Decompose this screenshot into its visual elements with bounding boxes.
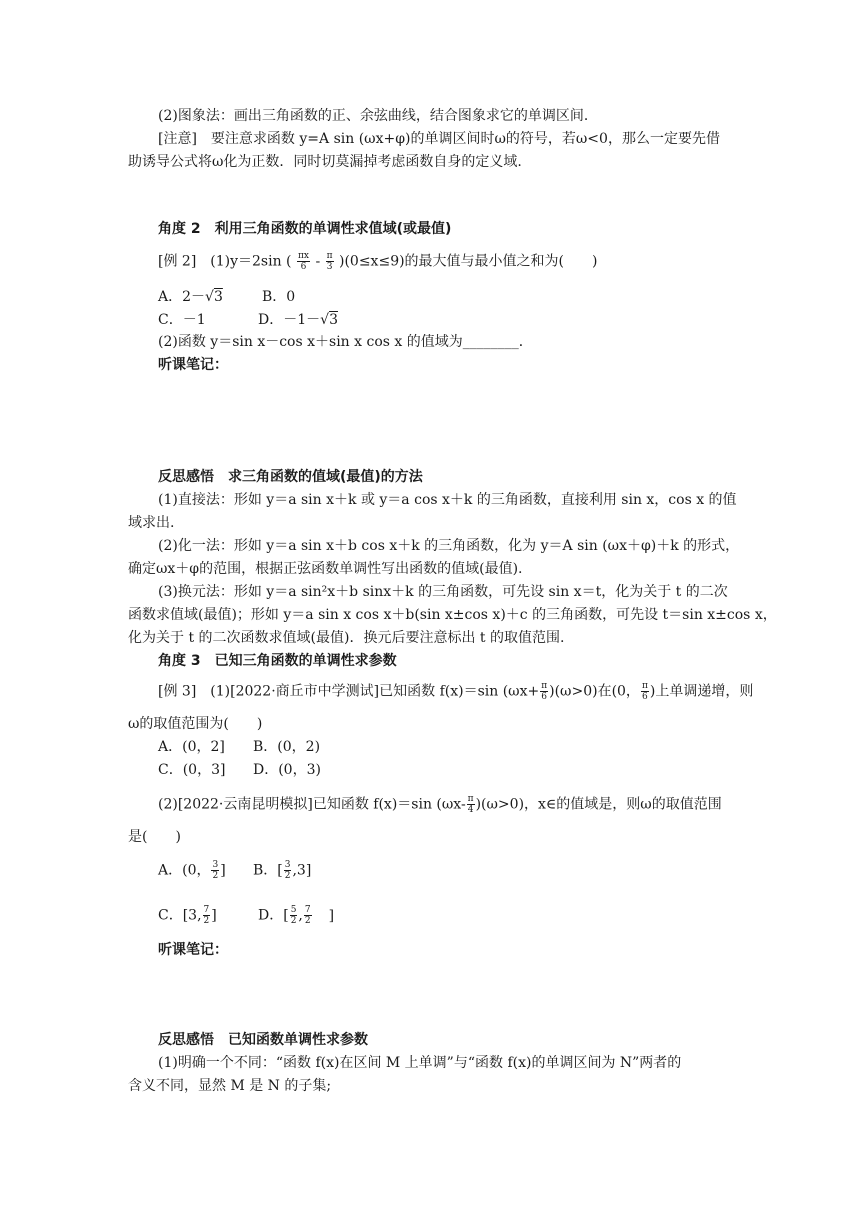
fraction (297, 251, 310, 272)
question-text: )上单调递增，则 (649, 683, 754, 700)
fraction-denominator: 2 (304, 916, 311, 926)
fraction (641, 681, 649, 702)
example-3-question-1 (158, 681, 753, 702)
option-a (158, 860, 226, 881)
example-2-question-1 (158, 251, 597, 272)
notes-label: 听课笔记： (158, 357, 228, 373)
option-label: D．[ (258, 907, 289, 924)
text-line: (1)直接法：形如 y＝a sin x＋k 或 y＝a cos x＋k 的三角函数，直接利用 sin x，cos x 的值 (158, 492, 737, 508)
minus-sign: - (315, 253, 321, 270)
question-text: [例 2] (1)y＝2sin ( (158, 253, 292, 270)
fraction-numerator: 3 (212, 860, 219, 870)
radicand: 3 (213, 289, 223, 305)
fraction-numerator: π (541, 681, 548, 691)
option-c (158, 905, 217, 926)
text-line: 化为关于 t 的二次函数求值域(最值)．换元后要注意标出 t 的取值范围. (128, 630, 565, 646)
section-heading: 角度 3 已知三角函数的单调性求参数 (158, 653, 397, 669)
fraction-denominator: 2 (203, 916, 210, 926)
fraction-numerator: 3 (284, 860, 291, 870)
fraction-numerator: π (326, 251, 333, 261)
text-line: 含义不同，显然 M 是 N 的子集; (128, 1078, 332, 1094)
section-heading: 反思感悟 已知函数单调性求参数 (158, 1032, 368, 1048)
option-a: A．(0，2] (158, 739, 225, 755)
note-line: [注意] 要注意求函数 y=A sin (ωx+φ)的单调区间时ω的符号，若ω<0，那么一定要先借 (158, 131, 720, 147)
option-text: ] (328, 907, 335, 924)
text-line: 助诱导公式将ω化为正数．同时切莫漏掉考虑函数自身的定义域. (128, 154, 522, 170)
fraction-numerator: 7 (203, 905, 210, 915)
text-line: ω的取值范围为( ) (128, 716, 263, 732)
text-line: 确定ωx＋φ的范围，根据正弦函数单调性写出函数的值域(最值). (128, 561, 523, 577)
option-text: ] (220, 862, 226, 879)
text-line: (1)明确一个不同：“函数 f(x)在区间 M 上单调”与“函数 f(x)的单调区间为 N”两者的 (158, 1055, 682, 1071)
option-c: C．(0，3] (158, 762, 226, 778)
fraction (540, 681, 548, 702)
option-d: D．(0，3) (253, 762, 321, 778)
question-text: [例 3] (1)[2022·商丘市中学测试]已知函数 f(x)＝sin (ωx+ (158, 683, 540, 700)
fraction (284, 860, 292, 881)
fraction-denominator: 6 (300, 262, 307, 272)
sqrt-icon: √ (205, 289, 214, 305)
example-2-question-2: (2)函数 y＝sin x－cos x＋sin x cos x 的值域为________． (158, 334, 533, 350)
fraction-numerator: πx (297, 251, 309, 261)
text-line: 域求出. (128, 515, 175, 531)
fraction-denominator: 2 (212, 871, 219, 881)
fraction-denominator: 6 (642, 692, 648, 702)
fraction-numerator: 5 (290, 905, 297, 915)
option-text: ] (211, 907, 217, 924)
fraction-denominator: 2 (290, 916, 297, 926)
fraction (211, 860, 219, 881)
fraction (304, 905, 312, 926)
option-label: A．(0， (158, 862, 211, 879)
section-heading: 角度 2 利用三角函数的单调性求值域(或最值) (158, 221, 452, 237)
option-b: B．0 (262, 289, 296, 305)
text-line: (2)化一法：形如 y＝a sin x＋b cos x＋k 的三角函数，化为 y＝A sin (ωx＋φ)＋k 的形式， (158, 538, 740, 554)
option-label: A．2－ (158, 289, 206, 305)
separator: , (298, 907, 303, 924)
option-d (258, 905, 334, 926)
text-line: (3)换元法：形如 y＝a sin²x＋b sinx＋k 的三角函数，可先设 sin x＝t，化为关于 t 的二次 (158, 584, 728, 600)
fraction (290, 905, 298, 926)
text-line: (2)图象法：画出三角函数的正、余弦曲线，结合图象求它的单调区间． (158, 108, 598, 124)
fraction-denominator: 3 (326, 262, 333, 272)
option-label: C．[3, (158, 907, 202, 924)
option-label: D．－1－ (258, 312, 321, 328)
radicand: 3 (329, 312, 338, 328)
fraction-numerator: π (641, 681, 648, 691)
example-3-question-2 (158, 794, 722, 815)
fraction-denominator: 6 (541, 692, 548, 702)
notes-label: 听课笔记： (158, 942, 228, 958)
fraction-denominator: 2 (284, 871, 291, 881)
fraction-numerator: π (467, 794, 474, 804)
question-text: )(ω>0)，x∈的值域是，则ω的取值范围 (475, 796, 722, 813)
sqrt-icon: √ (320, 312, 330, 328)
option-text: ,3] (292, 862, 312, 879)
option-d (258, 310, 338, 330)
question-text: )(ω>0)在(0， (549, 683, 640, 700)
fraction (326, 251, 334, 272)
section-heading: 反思感悟 求三角函数的值域(最值)的方法 (158, 469, 423, 485)
option-a (158, 287, 223, 307)
option-c: C．－1 (158, 312, 206, 328)
question-text: (2)[2022·云南昆明模拟]已知函数 f(x)＝sin (ωx- (158, 796, 466, 813)
option-b: B．(0，2) (253, 739, 321, 755)
fraction (203, 905, 211, 926)
question-text: )(0≤x≤9)的最大值与最小值之和为( ) (339, 253, 598, 270)
fraction-numerator: 7 (304, 905, 311, 915)
option-label: B．[ (253, 862, 283, 879)
fraction (467, 794, 475, 815)
fraction-denominator: 4 (467, 805, 474, 815)
option-b (253, 860, 311, 881)
text-line: 函数求值域(最值)；形如 y＝a sin x cos x＋b(sin x±cos x)＋c 的三角函数，可先设 t＝sin x±cos x， (128, 607, 777, 623)
text-line: 是( ) (128, 829, 181, 845)
